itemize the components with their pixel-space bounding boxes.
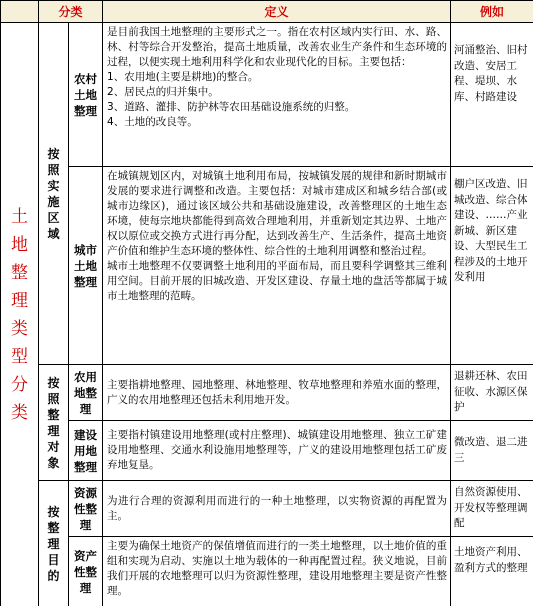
subtype-line: 资产 bbox=[74, 548, 97, 563]
subtype-line: 土地 bbox=[74, 87, 97, 102]
definition-paragraph: 4、土地的改良等。 bbox=[107, 116, 198, 128]
subtype-line: 资源 bbox=[74, 485, 97, 500]
group-char: 整 bbox=[47, 520, 60, 535]
definition-paragraph: 2、居民点的归并集中。 bbox=[107, 86, 219, 98]
table-row bbox=[1, 481, 533, 537]
subtype-line: 农村 bbox=[74, 71, 97, 86]
group-char: 目 bbox=[47, 552, 60, 567]
group-char: 照 bbox=[47, 391, 60, 406]
group-by-object bbox=[39, 365, 69, 481]
header-row bbox=[1, 1, 533, 23]
header-definition: 定义 bbox=[103, 1, 451, 23]
group-char: 施 bbox=[47, 194, 60, 209]
group-char: 象 bbox=[47, 455, 60, 470]
definition-paragraph: 在城镇规划区内，对城镇土地利用布局，按城镇发展的规律和新时期城市发展的要求进行调整和改造。主要包括：对城市建成区和城乡结合部(或城市边缘区)，通过该区域公共和基础设施建设，改善整理区的土地生态环境，使每宗地块都能得到高效合理地利用，并重新划定其边界、土地产权以原位或交换方式进行再分配，达到改善生产、生活条件，提高土地资产价值和维护生态环境的整体性、综合性的土地利用调整和整治过程。 bbox=[107, 170, 448, 257]
main-category-char: 理 bbox=[11, 290, 28, 311]
subtype-line: 整理 bbox=[74, 459, 97, 474]
subtype-agricultural bbox=[69, 365, 103, 421]
table-row bbox=[1, 365, 533, 421]
main-category-char: 土 bbox=[11, 206, 28, 227]
subtype-construction bbox=[69, 421, 103, 481]
group-char: 的 bbox=[47, 568, 60, 583]
main-category-char: 类 bbox=[11, 318, 28, 339]
definition-urban bbox=[103, 167, 451, 365]
definition-paragraph: 城市土地整理不仅要调整土地利用的平面布局，而且要科学调整其三维利用空间。目前开展的旧城改造、开发区建设、存量土地的盘活等都属于城市土地整理的范畴。 bbox=[107, 260, 448, 302]
subtype-rural bbox=[69, 23, 103, 167]
header-corner bbox=[1, 1, 39, 23]
main-category-char: 类 bbox=[11, 402, 28, 423]
subtype-line: 理 bbox=[79, 517, 92, 532]
subtype-urban bbox=[69, 167, 103, 365]
main-category-char: 地 bbox=[11, 234, 28, 255]
subtype-resource bbox=[69, 481, 103, 537]
group-char: 按 bbox=[47, 504, 60, 519]
subtype-asset bbox=[69, 537, 103, 606]
group-char: 实 bbox=[47, 178, 60, 193]
main-category-char: 整 bbox=[11, 262, 28, 283]
table-row bbox=[1, 167, 533, 365]
table-row bbox=[1, 421, 533, 481]
group-char: 域 bbox=[47, 226, 60, 241]
group-by-area bbox=[39, 23, 69, 365]
group-char: 区 bbox=[47, 210, 60, 225]
example-construction: 微改造、退二进三 bbox=[451, 421, 533, 481]
definition-paragraph: 是目前我国土地整理的主要形式之一。指在农村区域内实行田、水、路、林、村等综合开发整治，提高土地质量，改善农业生产条件和生态环境的过程，以便实现土地利用科学化和农业现代化的目标。主要包括： bbox=[107, 26, 448, 68]
example-resource: 自然资源使用、开发权等整理调配 bbox=[451, 481, 533, 537]
header-category: 分类 bbox=[39, 1, 103, 23]
group-char: 理 bbox=[47, 423, 60, 438]
subtype-line: 性整 bbox=[74, 501, 97, 516]
group-by-purpose bbox=[39, 481, 69, 606]
definition-paragraph: 3、道路、灌排、防护林等农田基础设施系统的归整。 bbox=[107, 101, 356, 113]
example-asset: 土地资产利用、盈利方式的整理 bbox=[451, 537, 533, 606]
subtype-line: 农用 bbox=[74, 369, 97, 384]
group-char: 对 bbox=[47, 439, 60, 454]
definition-paragraph: 为进行合理的资源利用而进行的一种土地整理，以实物资源的再配置为主。 bbox=[107, 494, 448, 522]
main-category-char: 分 bbox=[11, 374, 28, 395]
subtype-line: 理 bbox=[79, 401, 92, 416]
table-row bbox=[1, 23, 533, 167]
example-urban: 棚户区改造、旧城改造、综合体建设、……产业新城、新区建设、大型民生工程涉及的土地开发利用 bbox=[451, 167, 533, 365]
definition-paragraph: 主要为确保土地资产的保值增值而进行的一类土地整理，以土地价值的重组和实现为启动、实施以土地为载体的一种再配置过程。狭义地说，目前我们开展的农地整理可以归为资源性整理，建设用地整理主要是资产性整理。 bbox=[107, 540, 448, 597]
subtype-line: 整理 bbox=[74, 103, 97, 118]
subtype-line: 整理 bbox=[74, 274, 97, 289]
definition-resource bbox=[103, 481, 451, 537]
group-char: 理 bbox=[47, 536, 60, 551]
subtype-line: 理 bbox=[79, 580, 92, 595]
definition-rural bbox=[103, 23, 451, 167]
definition-construction bbox=[103, 421, 451, 481]
definition-paragraph: 主要指耕地整理、园地整理、林地整理、牧草地整理和养殖水面的整理，广义的农用地整理还包括未利用地开发。 bbox=[107, 378, 448, 406]
group-char: 按 bbox=[47, 146, 60, 161]
example-agricultural: 退耕还林、农田征收、水源区保护 bbox=[451, 365, 533, 421]
subtype-line: 用地 bbox=[74, 443, 97, 458]
subtype-line: 城市 bbox=[74, 242, 97, 257]
definition-asset bbox=[103, 537, 451, 606]
example-rural: 河涌整治、旧村改造、安居工程、堤坝、水库、村路建设 bbox=[451, 23, 533, 167]
group-char: 整 bbox=[47, 407, 60, 422]
main-category-cell bbox=[1, 23, 39, 606]
subtype-line: 建设 bbox=[74, 427, 97, 442]
definition-agricultural bbox=[103, 365, 451, 421]
group-char: 照 bbox=[47, 162, 60, 177]
header-example: 例如 bbox=[451, 1, 533, 23]
main-category-char: 型 bbox=[11, 346, 28, 367]
table-row bbox=[1, 537, 533, 606]
group-char: 按 bbox=[47, 375, 60, 390]
definition-paragraph: 主要指村镇建设用地整理(或村庄整理)、城镇建设用地整理、独立工矿建设用地整理、交通水利设施用地整理等，广义的建设用地整理包括工矿废弃地复垦。 bbox=[107, 429, 448, 471]
subtype-line: 土地 bbox=[74, 258, 97, 273]
subtype-line: 性整 bbox=[74, 564, 97, 579]
definition-paragraph: 1、农用地(主要是耕地)的整合。 bbox=[107, 71, 259, 83]
subtype-line: 地整 bbox=[74, 385, 97, 400]
